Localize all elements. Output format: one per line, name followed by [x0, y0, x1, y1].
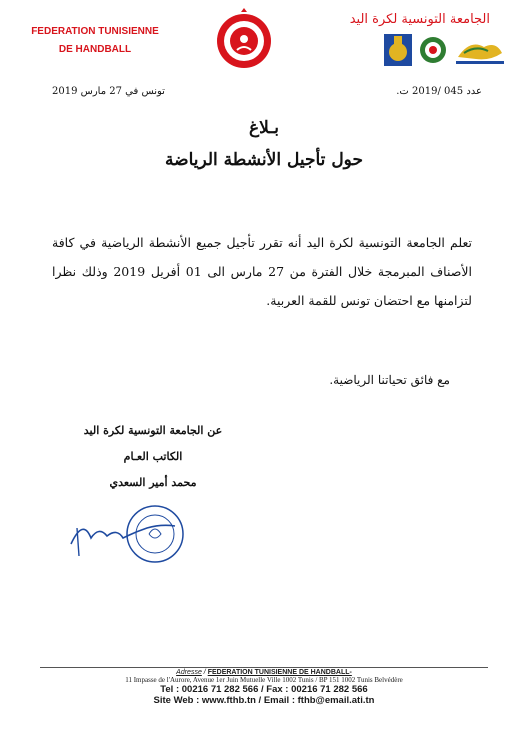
reference-label: عدد: [466, 86, 482, 97]
signature-person: محمد أمير السعدي: [109, 476, 197, 489]
reference-number: [396, 86, 482, 97]
document-date: تونس في 27 مارس 2019: [52, 86, 165, 97]
footer-phone: Tel : 00216 71 282 566 / Fax : 00216 71 282 566: [160, 684, 368, 695]
partner-logos: [384, 34, 506, 66]
official-stamp: [63, 498, 203, 568]
footer-adresse-org: FEDERATION TUNISIENNE DE HANDBALL-: [207, 669, 352, 676]
footer-web: Site Web : www.fthb.tn / Email : fthb@email.ati.tn: [153, 695, 375, 706]
olympic-committee-logo: [418, 35, 448, 65]
reference-value: 045 /2019: [412, 86, 464, 97]
reference-suffix: ت.: [396, 86, 409, 97]
signature-org: عن الجامعة التونسية لكرة اليد: [83, 424, 223, 437]
federation-name-fr-line2: DE HANDBALL: [58, 44, 132, 55]
footer: [0, 667, 528, 706]
announcement-body: تعلم الجامعة التونسية لكرة اليد أنه تقرر تأجيل جميع الأنشطة الرياضية في كافة الأصناف المبرمجة خلال الفترة من 27 مارس الى 01 أفريل 2019 وذلك نظرا لتزامنها مع احتضان تونس للقمة العربية.: [52, 235, 472, 308]
closing-line: مع فائق تحياتنا الرياضية.: [329, 373, 450, 387]
page-subtitle: حول تأجيل الأنشطة الرياضة: [165, 150, 363, 170]
signature-block: [68, 418, 238, 496]
medal-logo: [384, 34, 412, 66]
footer-adresse-label: Adresse: [176, 669, 202, 676]
footer-address: 11 Impasse de l'Aurore, Avenue 1er Juin Mutuelle Ville 1002 Tunis / BP 151 1002 Tunis Belvédère: [125, 676, 403, 684]
page-title: بـلاغ: [249, 118, 279, 138]
footer-adresse-line: Adresse / FEDERATION TUNISIENNE DE HANDBALL-: [176, 669, 352, 676]
federation-logo: [213, 8, 275, 70]
federation-name-fr-line1: FEDERATION TUNISIENNE: [31, 26, 159, 37]
signature-role: الكاتب العـام: [123, 450, 183, 463]
arab-handball-logo: [454, 35, 506, 65]
federation-name-ar: الجامعة التونسية لكرة اليد: [349, 12, 490, 27]
